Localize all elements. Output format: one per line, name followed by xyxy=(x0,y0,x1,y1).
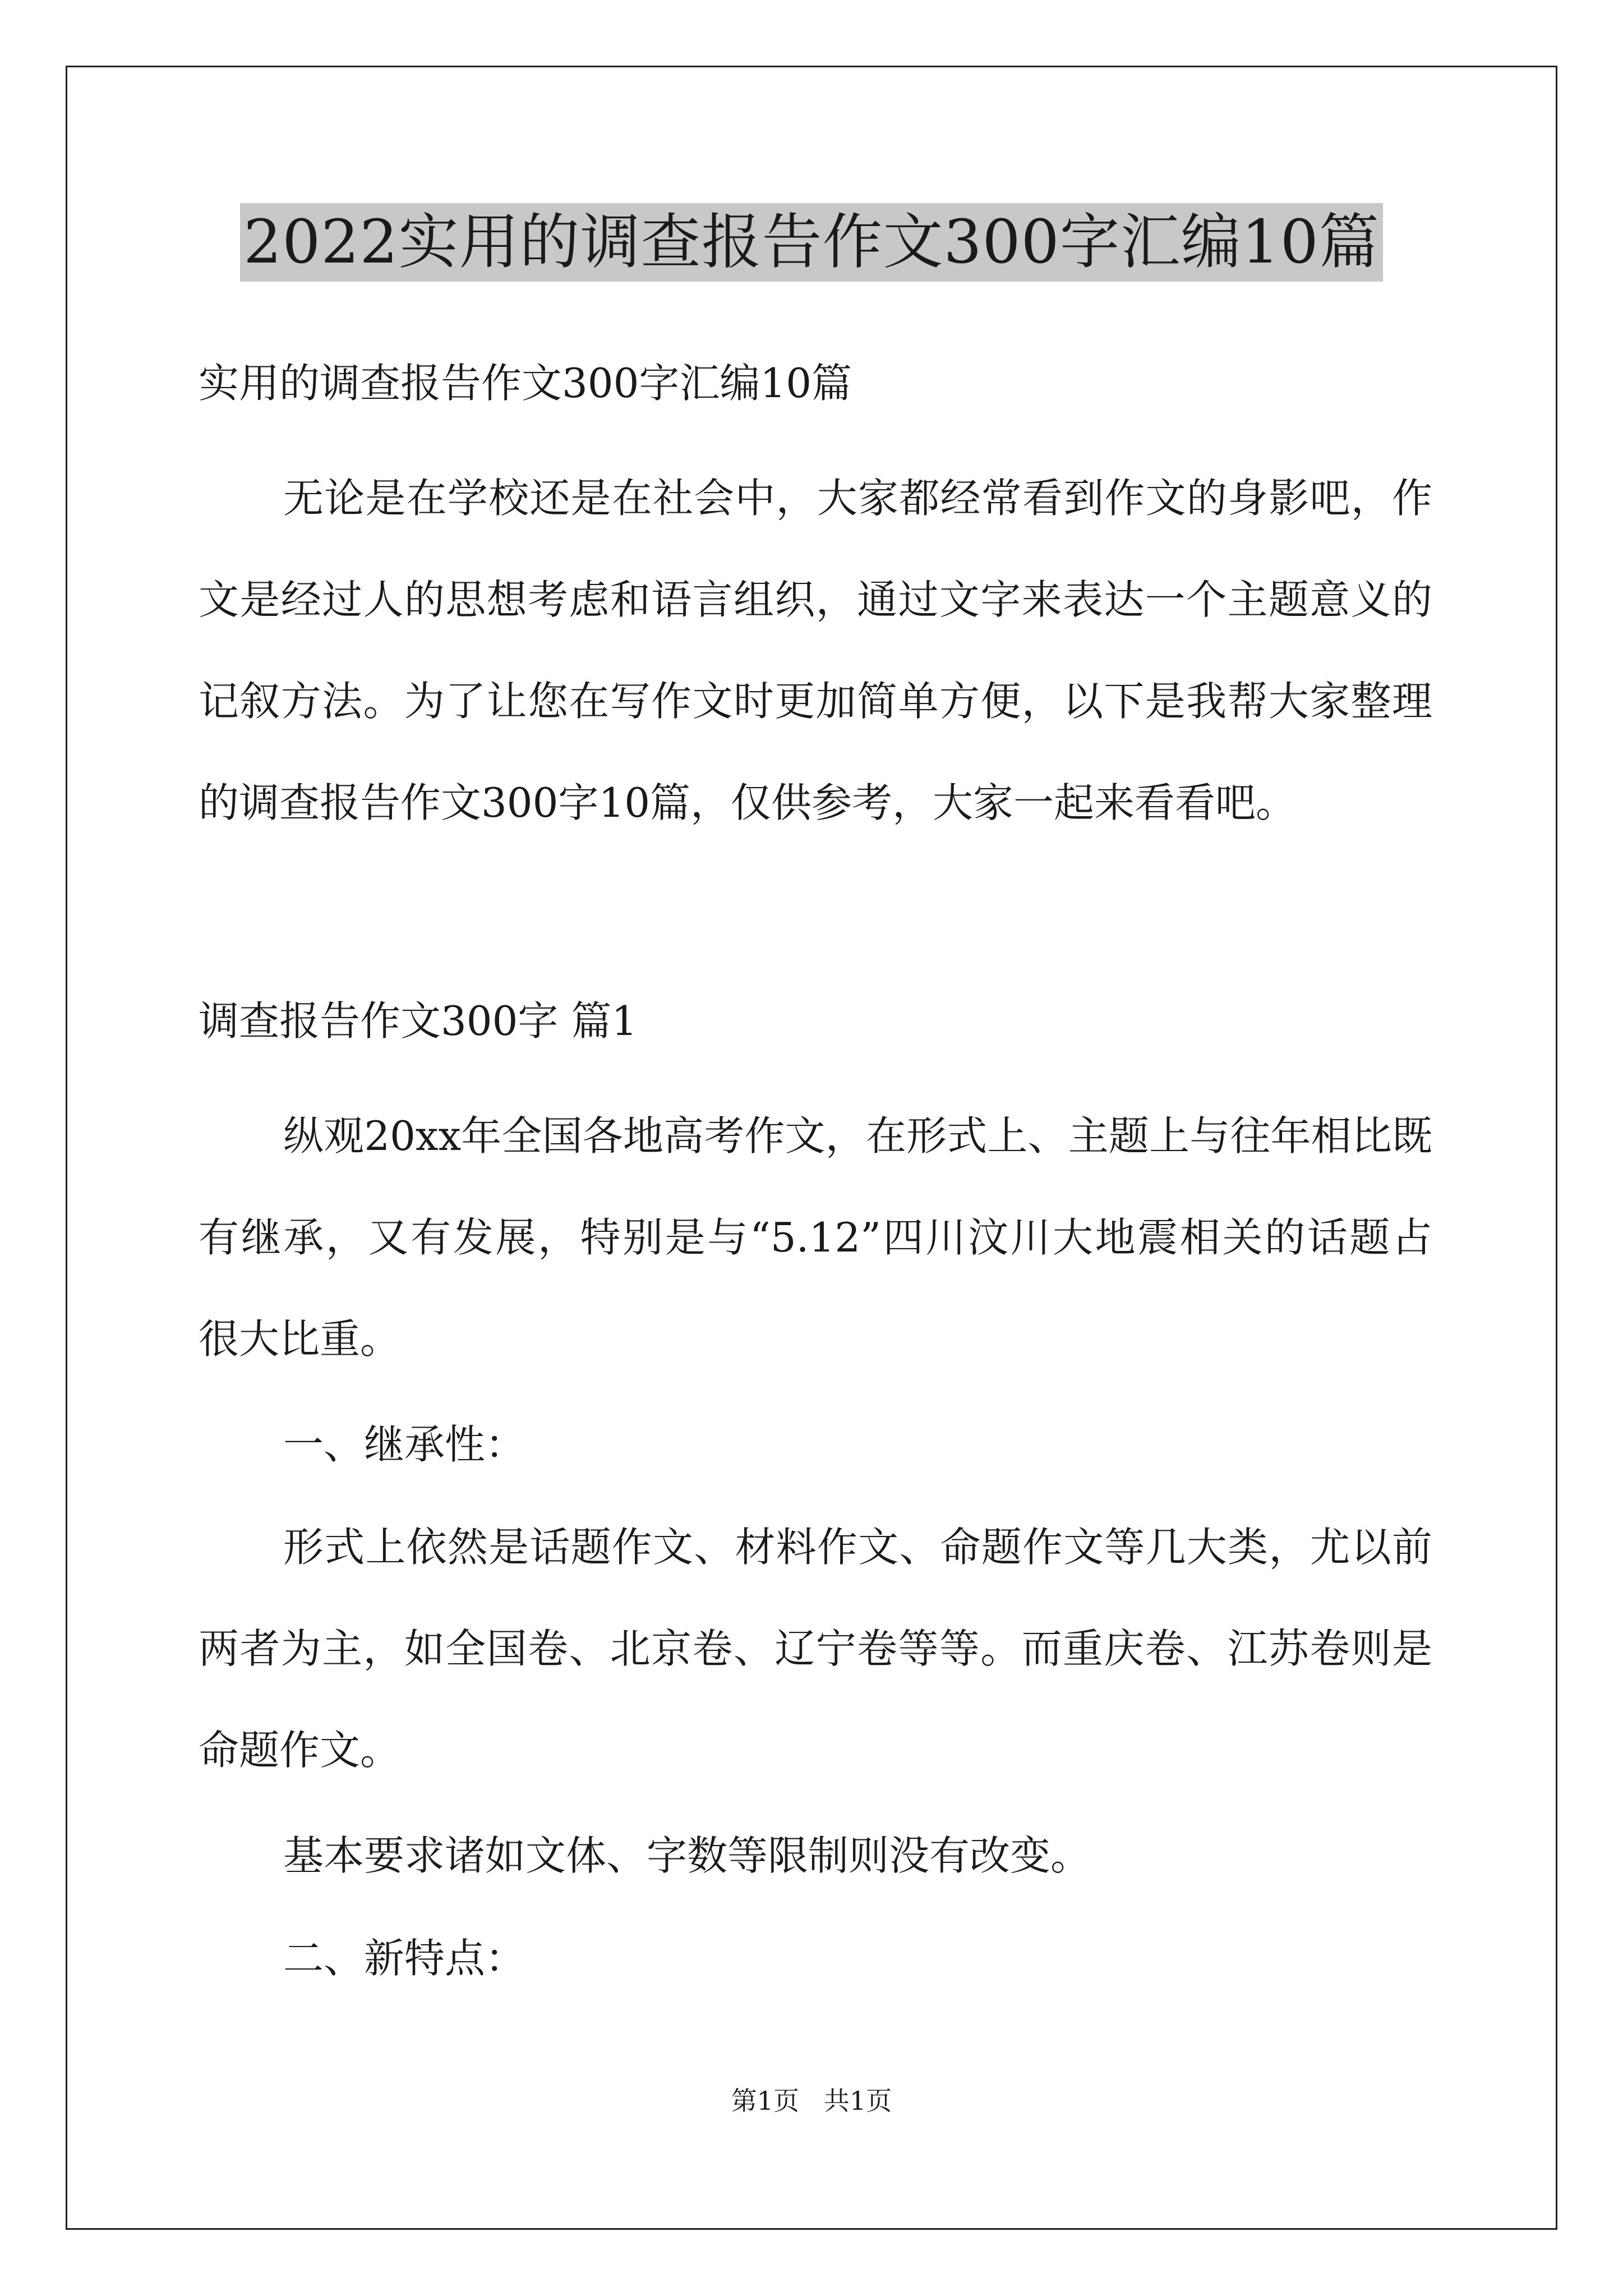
section-heading: 调查报告作文300字 篇1 xyxy=(199,997,638,1045)
section1-para2-line-2: 两者为主，如全国卷、北京卷、辽宁卷等等。而重庆卷、江苏卷则是 xyxy=(199,1625,1432,1672)
document-subtitle: 实用的调查报告作文300字汇编10篇 xyxy=(199,360,852,407)
section1-para1-line-3: 很大比重。 xyxy=(199,1315,401,1363)
section1-para1-line-2: 有继承，又有发展，特别是与“5.12”四川汶川大地震相关的话题占 xyxy=(199,1214,1432,1261)
intro-line-4: 的调查报告作文300字10篇，仅供参考，大家一起来看看吧。 xyxy=(199,779,1297,826)
section1-para3: 基本要求诸如文体、字数等限制则没有改变。 xyxy=(283,1832,1091,1879)
intro-line-1: 无论是在学校还是在社会中，大家都经常看到作文的身影吧，作 xyxy=(283,475,1432,522)
intro-line-3: 记叙方法。为了让您在写作文时更加简单方便，以下是我帮大家整理 xyxy=(199,678,1432,725)
document-title xyxy=(0,203,1623,282)
section1-para2-line-1: 形式上依然是话题作文、材料作文、命题作文等几大类，尤以前 xyxy=(283,1524,1432,1571)
intro-line-2: 文是经过人的思想考虑和语言组织，通过文字来表达一个主题意义的 xyxy=(199,576,1432,623)
page-footer: 第1页 共1页 xyxy=(731,2086,892,2116)
section1-para1-line-1: 纵观20xx年全国各地高考作文，在形式上、主题上与往年相比既 xyxy=(283,1112,1432,1159)
point-heading-1: 一、继承性： xyxy=(283,1421,526,1468)
point-heading-2: 二、新特点： xyxy=(283,1935,526,1982)
document-title-text: 2022实用的调查报告作文300字汇编10篇 xyxy=(240,203,1383,282)
section1-para2-line-3: 命题作文。 xyxy=(199,1727,401,1774)
